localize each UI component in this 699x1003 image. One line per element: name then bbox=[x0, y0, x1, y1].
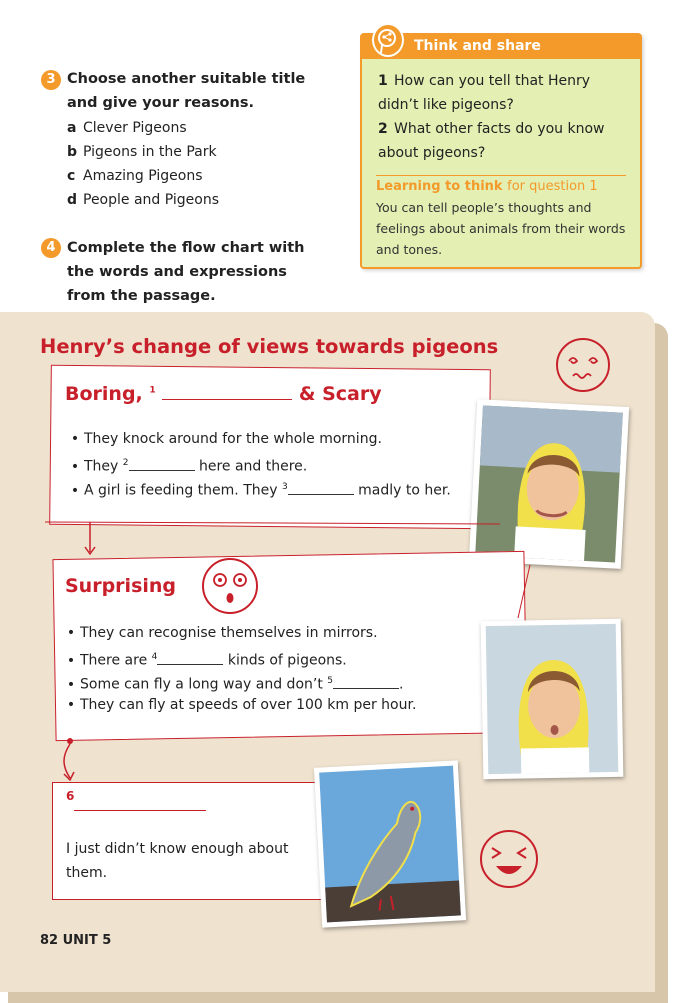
bullet-text: A girl is feeding them. They bbox=[84, 482, 278, 499]
flow-chart-title: Henry’s change of views towards pigeons bbox=[40, 335, 499, 358]
bullet-text: madly to her. bbox=[358, 482, 451, 499]
card1-title-a: Boring, bbox=[65, 383, 143, 405]
learning-for: for question 1 bbox=[507, 179, 598, 194]
option-c bbox=[67, 164, 203, 188]
think-question-number: 2 bbox=[378, 121, 388, 137]
option-a bbox=[67, 116, 187, 140]
learning-to-think-text: You can tell people’s thoughts and feelings about animals from their words and tones. bbox=[376, 200, 626, 257]
question-3-number: 3 bbox=[41, 70, 61, 90]
learning-label: Learning to think bbox=[376, 179, 503, 194]
blank-4-number: 4 bbox=[151, 652, 158, 662]
card2-bullet-2: • There are $^4$ kinds of pigeons. bbox=[66, 652, 347, 669]
card2-bullet-3: • Some can fly a long way and don’t $^5$ . bbox=[66, 676, 404, 693]
card2-title: Surprising bbox=[65, 575, 177, 597]
bullet-text: kinds of pigeons. bbox=[227, 652, 347, 669]
blank-4-line bbox=[157, 652, 223, 665]
bullet-text: They can recognise themselves in mirrors. bbox=[80, 625, 378, 641]
question-3-text: Choose another suitable title and give your reasons. bbox=[67, 71, 306, 111]
blank-2-number: 2 bbox=[122, 458, 129, 468]
think-title: Think and share bbox=[414, 38, 541, 54]
option-text: Pigeons in the Park bbox=[83, 144, 217, 160]
option-d bbox=[67, 188, 219, 212]
blank-3-line bbox=[288, 482, 354, 495]
option-letter: b bbox=[67, 144, 78, 160]
option-b bbox=[67, 140, 217, 164]
page-footer: 82 UNIT 5 bbox=[40, 933, 112, 948]
dizzy-face-icon bbox=[554, 337, 612, 393]
bullet-text: They knock around for the whole morning. bbox=[84, 431, 382, 447]
bullet-text: They can fly at speeds of over 100 km per hour. bbox=[80, 697, 417, 713]
think-question-number: 1 bbox=[378, 73, 388, 89]
card1-bullet-1: • They knock around for the whole morning. bbox=[70, 431, 382, 447]
card1-bullet-2: • They $^2$ here and there. bbox=[70, 458, 308, 475]
bullet-text: here and there. bbox=[198, 458, 308, 475]
blank-5-number: 5 bbox=[327, 676, 334, 686]
option-text: People and Pigeons bbox=[83, 192, 220, 208]
question-4-text: Complete the flow chart with the words and expressions from the passage. bbox=[67, 240, 305, 304]
blank-5-line bbox=[333, 676, 399, 689]
option-letter: c bbox=[67, 168, 76, 184]
divider bbox=[376, 175, 626, 176]
flow-arrow-2 bbox=[58, 736, 82, 786]
laughing-face-icon bbox=[478, 828, 540, 890]
card1-title-b: & Scary bbox=[298, 383, 382, 405]
option-text: Clever Pigeons bbox=[83, 120, 187, 136]
option-text: Amazing Pigeons bbox=[83, 168, 203, 184]
think-share-icon bbox=[372, 23, 404, 57]
card2-bullet-4: • They can fly at speeds of over 100 km per hour. bbox=[66, 697, 417, 713]
card1-title bbox=[65, 383, 382, 405]
option-letter: d bbox=[67, 192, 78, 208]
card2-bullet-1: • They can recognise themselves in mirrors. bbox=[66, 625, 378, 641]
card1-bullet-3: • A girl is feeding them. They $^3$ madly to her. bbox=[70, 482, 451, 499]
blank-3-number: 3 bbox=[281, 482, 288, 492]
learning-to-think-label bbox=[376, 179, 598, 194]
think-question-text: How can you tell that Henry didn’t like pigeons? bbox=[378, 73, 591, 113]
question-4-number: 4 bbox=[41, 238, 61, 258]
think-and-share-box bbox=[360, 33, 642, 269]
photo-pigeon bbox=[314, 760, 466, 927]
think-question-1 bbox=[378, 69, 628, 117]
blank-6-line bbox=[74, 810, 206, 811]
blank-6-number: 6 bbox=[66, 789, 75, 803]
bullet-text: Some can fly a long way and don’t bbox=[80, 676, 323, 693]
flow-connector-lines bbox=[40, 510, 540, 630]
bullet-text: There are bbox=[80, 652, 148, 669]
think-question-2 bbox=[378, 117, 628, 165]
blank-1-line bbox=[162, 385, 292, 400]
blank-2-line bbox=[129, 458, 195, 471]
card3-text: I just didn’t know enough about them. bbox=[66, 841, 289, 881]
think-question-text: What other facts do you know about pigeons? bbox=[378, 121, 605, 161]
photo-boy-surprised bbox=[481, 619, 624, 779]
blank-1-number: 1 bbox=[149, 385, 156, 396]
bullet-text: . bbox=[399, 676, 404, 693]
bullet-text: They bbox=[84, 458, 119, 475]
option-letter: a bbox=[67, 120, 77, 136]
